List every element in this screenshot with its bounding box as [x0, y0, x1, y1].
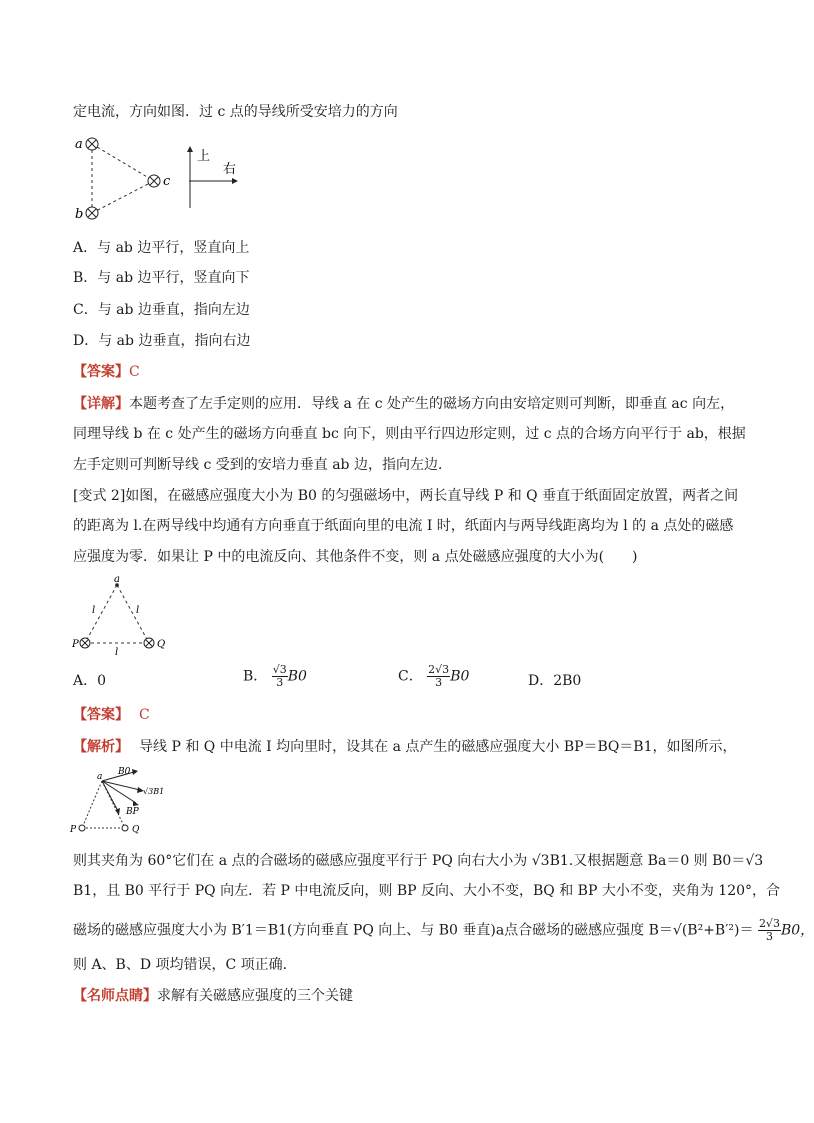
q2-option-b: B． $\frac{√3}{3}$ B0 [243, 663, 307, 689]
analysis-line-5: 则 A、B、D 项均错误，C 项正确． [73, 957, 297, 973]
q1-option-c: C．与 ab 边垂直，指向左边 [73, 302, 250, 318]
detail-line-2: 同理导线 b 在 c 处产生的磁场方向垂直 bc 向下，则由平行四边形定则，过 c 点的合场方向平行于 ab，根据 [73, 426, 746, 442]
q2-option-c: C． $\frac{2√3}{3}$ B0 [398, 663, 470, 689]
svg-text:Q: Q [132, 825, 140, 835]
wire-a-icon [86, 138, 98, 150]
analysis-line-4: 磁场的磁感应强度大小为 B′1＝B1(方向垂直 PQ 向上、与 B0 垂直)a点合磁场的磁感应强度 B＝√(B²+B′²)＝ $\frac{2√3}{3}$ B0， [73, 917, 814, 943]
tip-line: 【名师点睛】求解有关磁感应强度的三个关键 [73, 988, 353, 1004]
q1-option-d: D．与 ab 边垂直，指向右边 [73, 333, 251, 349]
wire-q-icon-2 [122, 825, 128, 831]
variant-line-1: [变式 2]如图，在磁感应强度大小为 B0 的匀强磁场中，两长直导线 P 和 Q 垂直于纸面固定放置，两者之间 [73, 488, 739, 504]
svg-text:a: a [97, 772, 103, 782]
svg-text:l: l [92, 605, 96, 616]
label-up: 上 [197, 149, 211, 164]
svg-text:√3B1: √3B1 [143, 787, 165, 796]
wire-c-icon [148, 175, 160, 187]
figure-3-vectors [70, 766, 170, 838]
label-c: c [163, 174, 171, 189]
svg-text:BP: BP [126, 807, 139, 817]
label-a: a [75, 137, 83, 152]
wire-q-icon [144, 638, 154, 648]
svg-text:l: l [136, 605, 140, 616]
wire-p-icon-2 [79, 825, 85, 831]
intro-line: 定电流，方向如图．过 c 点的导线所受安培力的方向 [73, 104, 398, 120]
q2-option-a: A．0 [73, 673, 107, 689]
detail-line-3: 左手定则可判断导线 c 受到的安培力垂直 ab 边，指向左边． [73, 457, 452, 473]
wire-b-icon [86, 207, 98, 219]
answer-2: 【答案】 C [73, 707, 150, 723]
svg-text:Q: Q [157, 639, 166, 650]
label-a2: a [114, 574, 120, 585]
svg-text:P: P [70, 825, 77, 835]
variant-line-3: 应强度为零．如果让 P 中的电流反向、其他条件不变，则 a 点处磁感应强度的大小为( ) [73, 549, 638, 565]
q1-option-b: B．与 ab 边平行，竖直向下 [73, 270, 250, 286]
variant-line-2: 的距离为 l.在两导线中均通有方向垂直于纸面向里的电流 I 时，纸面内与两导线距离均为 l 的 a 点处的磁感 [73, 518, 734, 534]
answer-1: 【答案】C [73, 364, 140, 380]
figure-2-triangle [70, 575, 180, 660]
wire-p-icon [80, 638, 90, 648]
q1-option-a: A．与 ab 边平行，竖直向上 [73, 240, 250, 256]
analysis-line-1: 【解析】 导线 P 和 Q 中电流 I 均向里时，设其在 a 点产生的磁感应强度大小 BP＝BQ＝B1，如图所示， [73, 739, 737, 755]
svg-text:P: P [72, 639, 79, 650]
label-b: b [75, 207, 84, 222]
detail-line-1: 【详解】本题考查了左手定则的应用．导线 a 在 c 处产生的磁场方向由安培定则可判断，即垂直 ac 向左， [73, 396, 735, 412]
q2-option-d: D．2B0 [528, 673, 582, 689]
figure-1-triangle [70, 130, 270, 225]
analysis-line-3: B1，且 B0 平行于 PQ 向左．若 P 中电流反向，则 BP 反向、大小不变，BQ 和 BP 大小不变，夹角为 120°，合 [73, 883, 781, 899]
svg-text:B0: B0 [118, 767, 131, 777]
label-right: 右 [223, 162, 237, 177]
svg-text:l: l [115, 647, 119, 658]
analysis-line-2: 则其夹角为 60°它们在 a 点的合磁场的磁感应强度平行于 PQ 向右大小为 √3B1.又根据题意 Ba＝0 则 B0＝√3 [73, 853, 764, 869]
